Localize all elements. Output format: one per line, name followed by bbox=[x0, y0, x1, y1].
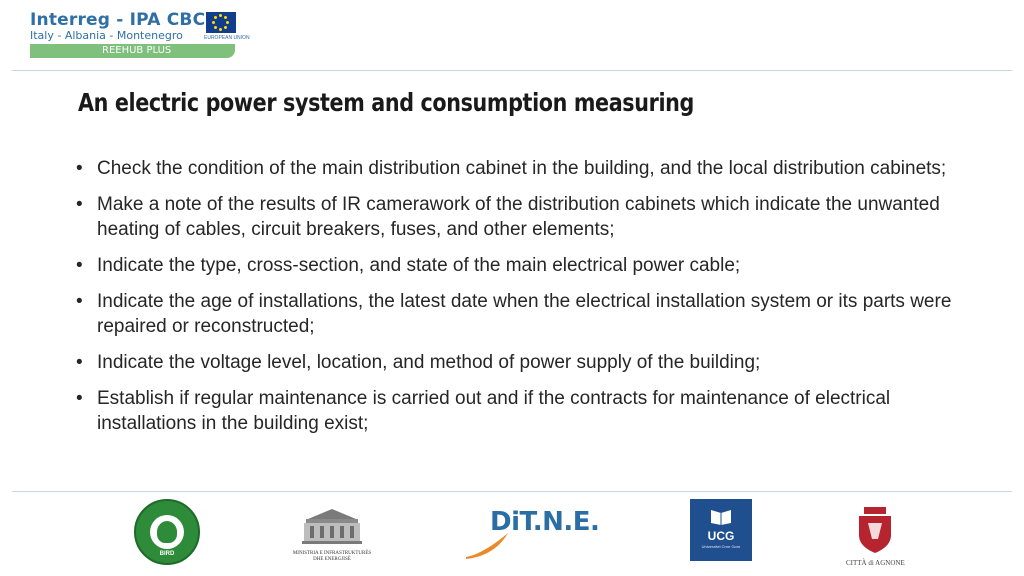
ditne-logo bbox=[464, 503, 600, 563]
bullet-item: • Indicate the age of installations, the latest date when the electrical installation system or its parts were repaired or reconstructed; bbox=[74, 289, 954, 339]
ministry-logo bbox=[290, 501, 374, 571]
project-bar bbox=[30, 44, 235, 58]
ditne-wordmark: DiT.N.E. bbox=[490, 507, 600, 537]
bird-logo bbox=[134, 499, 200, 565]
ministry-caption: MINISTRIA E INFRASTRUKTURËS DHE ENERGJISË bbox=[292, 551, 372, 562]
coat-of-arms-icon bbox=[856, 507, 894, 553]
eu-flag-icon bbox=[206, 12, 236, 33]
eu-caption: EUROPEAN UNION bbox=[204, 35, 250, 41]
header-divider bbox=[12, 70, 1012, 71]
bullet-list bbox=[74, 156, 954, 447]
footer-divider bbox=[12, 491, 1012, 492]
ucg-logo bbox=[690, 499, 752, 561]
bullet-item: • Indicate the type, cross-section, and state of the main electrical power cable; bbox=[74, 253, 954, 278]
ucg-name: UCG bbox=[707, 529, 735, 543]
bird-caption: BIRD bbox=[159, 551, 175, 557]
book-icon bbox=[710, 507, 732, 525]
bullet-item: • Establish if regular maintenance is carried out and if the contracts for maintenance of electrical installations in the building exist; bbox=[74, 386, 954, 436]
building-icon bbox=[300, 507, 364, 545]
logo-subtitle: Italy - Albania - Montenegro bbox=[30, 29, 183, 42]
slide-title: An electric power system and consumption measuring bbox=[78, 88, 694, 117]
ucg-subtitle: Univerzitet Crne Gore bbox=[701, 544, 741, 549]
agnone-caption: CITTÀ di AGNONE bbox=[846, 559, 905, 567]
logo-title: Interreg - IPA CBC bbox=[30, 10, 206, 30]
interreg-logo bbox=[30, 10, 250, 62]
project-label: REEHUB PLUS bbox=[102, 45, 172, 56]
partner-logos bbox=[0, 495, 1024, 576]
bullet-item: • Indicate the voltage level, location, and method of power supply of the building; bbox=[74, 350, 954, 375]
agnone-logo bbox=[846, 499, 904, 573]
leaf-icon bbox=[157, 521, 177, 543]
bullet-item: • Check the condition of the main distribution cabinet in the building, and the local distribution cabinets; bbox=[74, 156, 954, 181]
bullet-item: • Make a note of the results of IR camerawork of the distribution cabinets which indicate the unwanted heating of cables, circuit breakers, fuses, and other elements; bbox=[74, 192, 954, 242]
